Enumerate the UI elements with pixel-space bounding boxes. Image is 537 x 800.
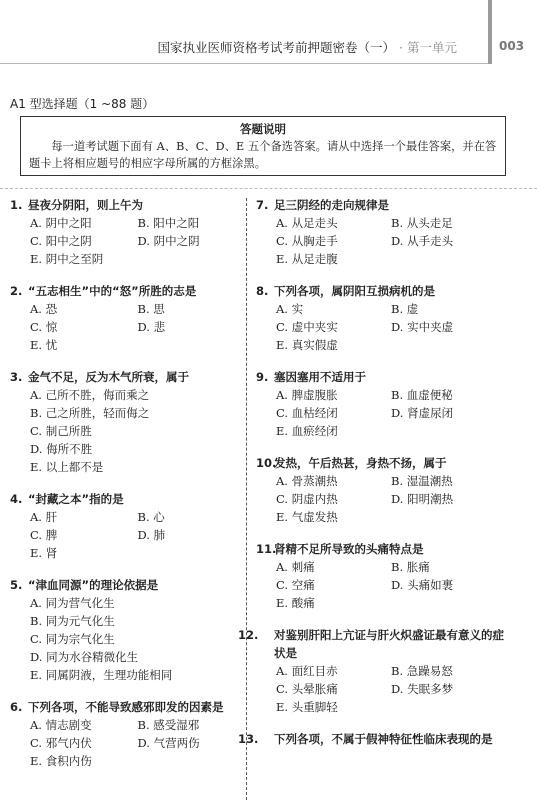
option-b: B. 阳中之阳 (137, 216, 200, 230)
question-stem (256, 540, 506, 558)
option-c: C. 空痛 (276, 578, 315, 592)
question-text: 发热，午后热甚，身热不扬，属于 (274, 456, 447, 470)
option-d: D. 悲 (137, 320, 166, 334)
question-text: 肾精不足所导致的头痛特点是 (274, 542, 424, 556)
question-stem (256, 368, 506, 386)
question-13 (238, 730, 506, 748)
question-number: 6. (10, 700, 23, 714)
question-number: 4. (10, 492, 23, 506)
option-e: E. 血瘀经闭 (276, 424, 338, 438)
question-12 (238, 626, 506, 716)
option-a: A. 同为营气化生 (30, 596, 115, 610)
page-header (0, 0, 537, 68)
option-d: D. 同为水谷精微化生 (30, 650, 139, 664)
option-e: E. 以上都不是 (30, 460, 104, 474)
question-number: 11. (256, 542, 277, 556)
question-11 (256, 540, 506, 612)
option-e: E. 忧 (30, 338, 58, 352)
question-number: 8. (256, 284, 269, 298)
question-6 (10, 698, 245, 770)
option-d: D. 从手走头 (391, 234, 454, 248)
instructions-box (20, 116, 506, 176)
option-c: C. 惊 (30, 320, 58, 334)
option-a: A. 面红目赤 (276, 664, 338, 678)
option-a: A. 脾虚腹胀 (276, 388, 338, 402)
option-b: B. 心 (137, 510, 165, 524)
exam-title: 国家执业医师资格考试考前押题密卷（一） (157, 40, 396, 55)
option-a: A. 情志剧变 (30, 718, 92, 732)
question-9 (256, 368, 506, 440)
question-stem (10, 282, 245, 300)
option-a: A. 恐 (30, 302, 58, 316)
question-stem (256, 282, 506, 300)
question-text: “五志相生”中的“怒”所胜的志是 (28, 284, 197, 298)
page-number: 003 (499, 39, 525, 53)
option-e: E. 阴中之至阴 (30, 252, 104, 266)
option-b: B. 从头走足 (391, 216, 453, 230)
question-10 (256, 454, 506, 526)
question-3 (10, 368, 245, 476)
option-b: B. 虚 (391, 302, 419, 316)
question-text: 对鉴别肝阳上亢证与肝火炽盛证最有意义的症状是 (274, 628, 504, 660)
question-4 (10, 490, 245, 562)
question-number: 13. (238, 732, 259, 746)
option-b: B. 血虚便秘 (391, 388, 453, 402)
option-a: A. 阴中之阳 (30, 216, 92, 230)
header-rule (0, 63, 488, 64)
question-5 (10, 576, 245, 684)
question-1 (10, 196, 245, 268)
question-number: 3. (10, 370, 23, 384)
option-e: E. 肾 (30, 546, 58, 560)
option-b: B. 湿温潮热 (391, 474, 453, 488)
header-separator (488, 0, 492, 64)
option-e: E. 头重脚轻 (276, 700, 338, 714)
question-stem (10, 698, 245, 716)
option-b: B. 思 (137, 302, 165, 316)
question-text: 金气不足，反为木气所衰，属于 (28, 370, 189, 384)
question-2 (10, 282, 245, 354)
option-d: D. 肺 (137, 528, 166, 542)
option-c: C. 虚中夹实 (276, 320, 338, 334)
option-d: D. 侮所不胜 (30, 442, 93, 456)
option-d: D. 肾虚尿闭 (391, 406, 454, 420)
instructions-title: 答题说明 (240, 122, 286, 136)
question-number: 5. (10, 578, 23, 592)
option-d: D. 实中夹虚 (391, 320, 454, 334)
option-d: D. 阴中之阴 (137, 234, 200, 248)
option-c: C. 阴虚内热 (276, 492, 338, 506)
option-e: E. 同属阴液，生理功能相同 (30, 668, 173, 682)
option-b: B. 己之所胜，轻而侮之 (30, 406, 150, 420)
option-c: C. 脾 (30, 528, 58, 542)
question-stem (256, 196, 506, 214)
option-e: E. 从足走腹 (276, 252, 338, 266)
column-divider (246, 198, 247, 800)
option-b: B. 胀痛 (391, 560, 430, 574)
question-text: “封藏之本”指的是 (28, 492, 124, 506)
option-c: C. 同为宗气化生 (30, 632, 115, 646)
option-d: D. 阳明潮热 (391, 492, 454, 506)
option-c: C. 头晕胀痛 (276, 682, 338, 696)
option-e: E. 食积内伤 (30, 754, 92, 768)
question-stem (10, 490, 245, 508)
question-number: 10. (256, 456, 277, 470)
question-number: 9. (256, 370, 269, 384)
option-d: D. 失眠多梦 (391, 682, 454, 696)
option-b: B. 急躁易怒 (391, 664, 453, 678)
question-stem (10, 196, 245, 214)
question-text: “津血同源”的理论依据是 (28, 578, 159, 592)
question-number: 7. (256, 198, 269, 212)
unit-label: · 第一单元 (399, 40, 457, 55)
option-c: C. 邪气内伏 (30, 736, 92, 750)
option-e: E. 真实假虚 (276, 338, 338, 352)
question-stem (10, 368, 245, 386)
question-text: 足三阴经的走向规律是 (274, 198, 389, 212)
question-number: 1. (10, 198, 23, 212)
option-d: D. 头痛如裹 (391, 578, 454, 592)
question-text: 下列各项，属阴阳互损病机的是 (274, 284, 435, 298)
option-c: C. 制己所胜 (30, 424, 92, 438)
question-number: 2. (10, 284, 23, 298)
right-column (238, 196, 506, 762)
question-text: 下列各项，不属于假神特征性临床表现的是 (274, 732, 493, 746)
option-c: C. 阳中之阴 (30, 234, 92, 248)
section-title: A1 型选择题（1 ~88 题） (10, 97, 155, 111)
left-column (10, 196, 245, 784)
option-b: B. 同为元气化生 (30, 614, 115, 628)
question-number: 12. (238, 628, 259, 642)
header-title (158, 38, 457, 56)
question-stem (238, 626, 506, 662)
option-e: E. 气虚发热 (276, 510, 338, 524)
option-a: A. 己所不胜，侮而乘之 (30, 388, 150, 402)
option-a: A. 刺痛 (276, 560, 315, 574)
question-8 (256, 282, 506, 354)
option-e: E. 酸痛 (276, 596, 315, 610)
question-7 (256, 196, 506, 268)
option-a: A. 肝 (30, 510, 58, 524)
question-text: 昼夜分阴阳，则上午为 (28, 198, 143, 212)
dashed-divider (0, 188, 537, 189)
option-a: A. 从足走头 (276, 216, 338, 230)
question-stem (10, 576, 245, 594)
option-c: C. 血枯经闭 (276, 406, 338, 420)
question-stem (256, 454, 506, 472)
option-d: D. 气营两伤 (137, 736, 200, 750)
option-a: A. 骨蒸潮热 (276, 474, 338, 488)
option-c: C. 从胸走手 (276, 234, 338, 248)
option-a: A. 实 (276, 302, 304, 316)
option-b: B. 感受湿邪 (137, 718, 200, 732)
question-text: 塞因塞用不适用于 (274, 370, 366, 384)
question-text: 下列各项，不能导致感邪即发的因素是 (28, 700, 224, 714)
instructions-text: 每一道考试题下面有 A、B、C、D、E 五个备选答案。请从中选择一个最佳答案，并在答题卡上将相应题号的相应字母所属的方框涂黑。 (29, 140, 497, 170)
question-stem (238, 730, 506, 748)
